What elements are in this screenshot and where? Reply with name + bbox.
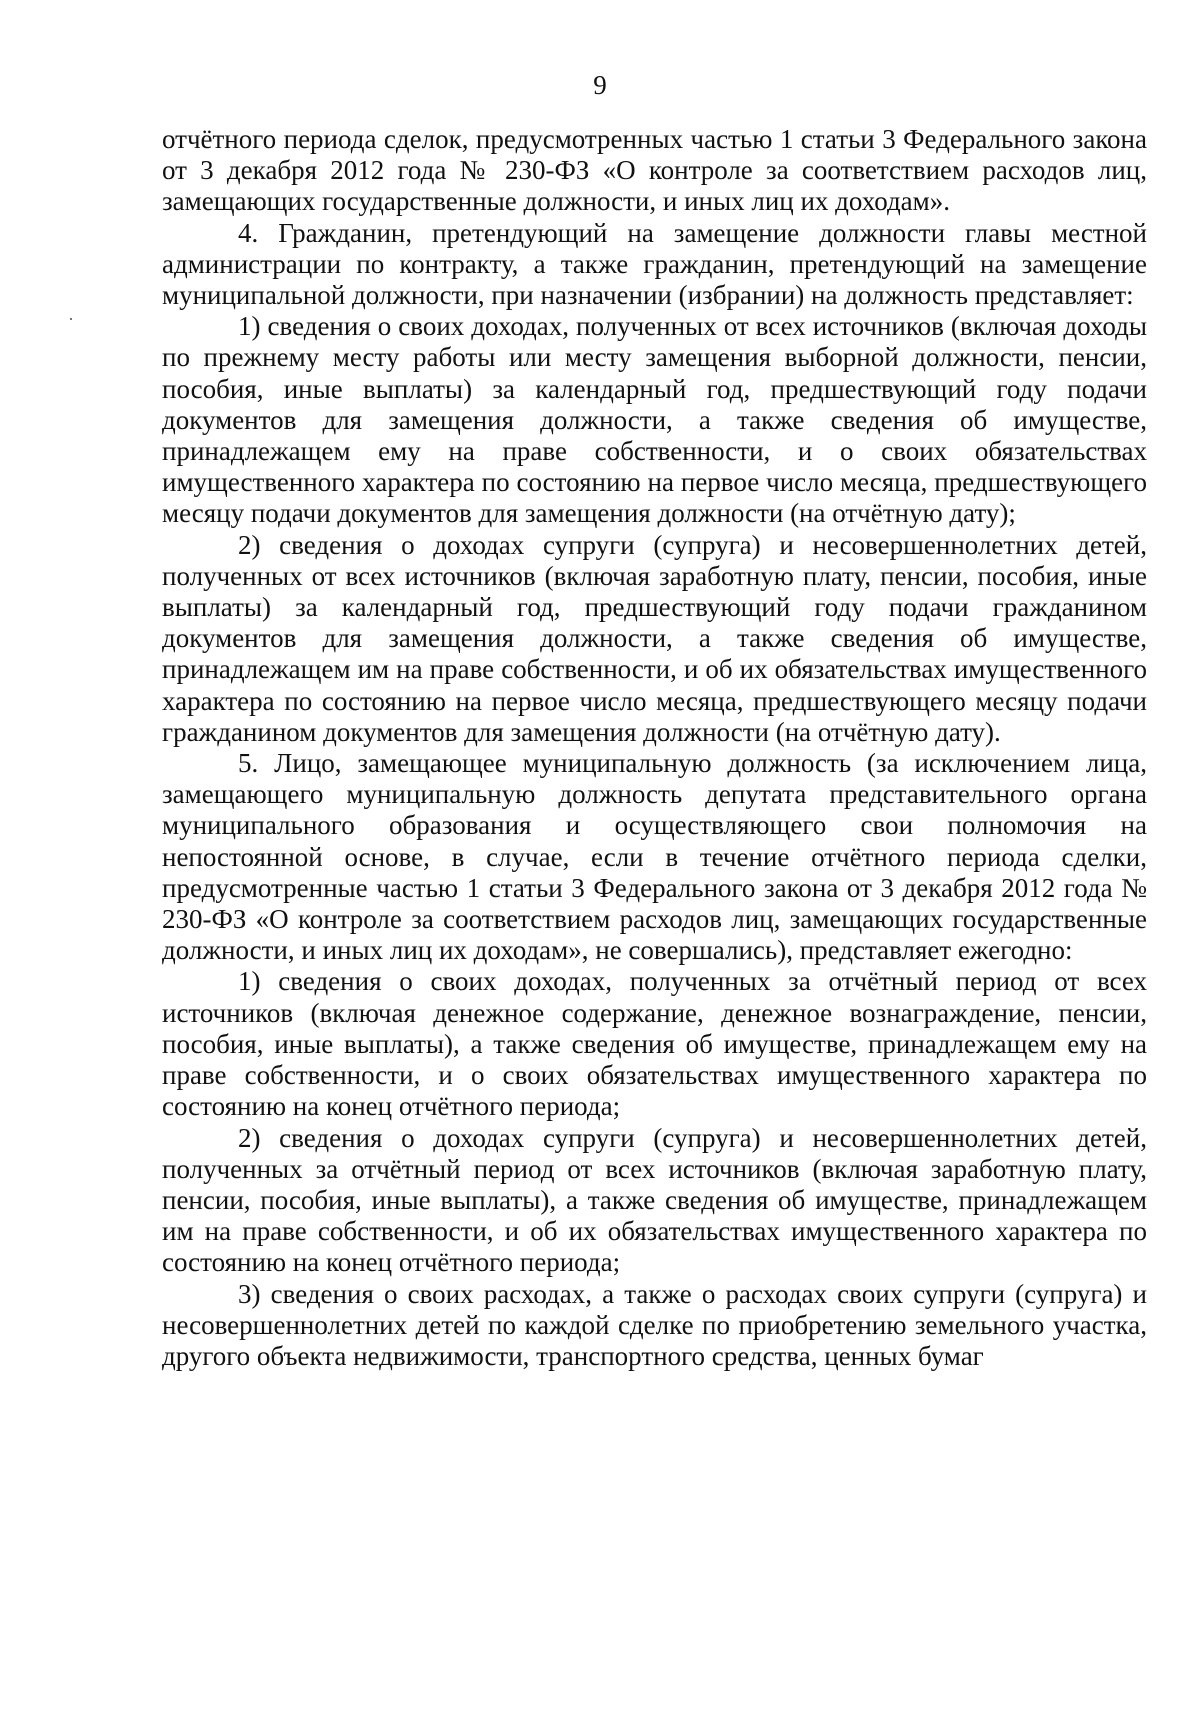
paragraph-item-4-2: 2) сведения о доходах супруги (супруга) и несовершеннолетних детей, полученных от всех источников (включая заработную плату, пенсии, пособия, иные выплаты) за календарный год, предшествующий году подачи гражданином документов для замещения должности, а также сведения об имуществе, принадлежащем им на праве собственности, и об их обязательствах имущественного характера по состоянию на первое число месяца, предшествующего месяцу подачи гражданином документов для замещения должности (на отчётную дату). xyxy=(162,529,1147,747)
paragraph-item-5-2: 2) сведения о доходах супруги (супруга) и несовершеннолетних детей, полученных за отчётный период от всех источников (включая заработную плату, пенсии, пособия, иные выплаты), а также сведения об имуществе, принадлежащем им на праве собственности, и об их обязательствах имущественного характера по состоянию на конец отчётного периода; xyxy=(162,1122,1147,1278)
paragraph-item-5-1: 1) сведения о своих доходах, полученных за отчётный период от всех источников (включая денежное содержание, денежное вознаграждение, пенсии, пособия, иные выплаты), а также сведения об имуществе, принадлежащем ему на праве собственности, и о своих обязательствах имущественного характера по состоянию на конец отчётного периода; xyxy=(162,966,1147,1122)
paragraph-item-5: 5. Лицо, замещающее муниципальную должность (за исключением лица, замещающего муниципальную должность депутата представительного органа муниципального образования и осуществляющего свои полномочия на непостоянной основе, в случае, если в течение отчётного периода сделки, предусмотренные частью 1 статьи 3 Федерального закона от 3 декабря 2012 года № 230-ФЗ «О контроле за соответствием расходов лиц, замещающих государственные должности, и иных лиц их доходам», не совершались), представляет ежегодно: xyxy=(162,748,1147,966)
paragraph-item-4-1: 1) сведения о своих доходах, полученных от всех источников (включая доходы по прежнему месту работы или месту замещения выборной должности, пенсии, пособия, иные выплаты) за календарный год, предшествующий году подачи документов для замещения должности, а также сведения об имуществе, принадлежащем ему на праве собственности, и о своих обязательствах имущественного характера по состоянию на первое число месяца, предшествующего месяцу подачи документов для замещения должности (на отчётную дату); xyxy=(162,311,1147,529)
paragraph-item-4: 4. Гражданин, претендующий на замещение должности главы местной администрации по контракту, а также гражданин, претендующий на замещение муниципальной должности, при назначении (избрании) на должность представляет: xyxy=(162,217,1147,311)
document-body xyxy=(162,124,1147,1372)
page-number: 9 xyxy=(593,70,607,100)
scan-speck xyxy=(70,318,72,320)
paragraph-item-5-3: 3) сведения о своих расходах, а также о расходах своих супруги (супруга) и несовершеннолетних детей по каждой сделке по приобретению земельного участка, другого объекта недвижимости, транспортного средства, ценных бумаг xyxy=(162,1278,1147,1371)
paragraph-continuation: отчётного периода сделок, предусмотренных частью 1 статьи 3 Федерального закона от 3 декабря 2012 года № 230-ФЗ «О контроле за соответствием расходов лиц, замещающих государственные должности, и иных лиц их доходам». xyxy=(162,124,1147,217)
